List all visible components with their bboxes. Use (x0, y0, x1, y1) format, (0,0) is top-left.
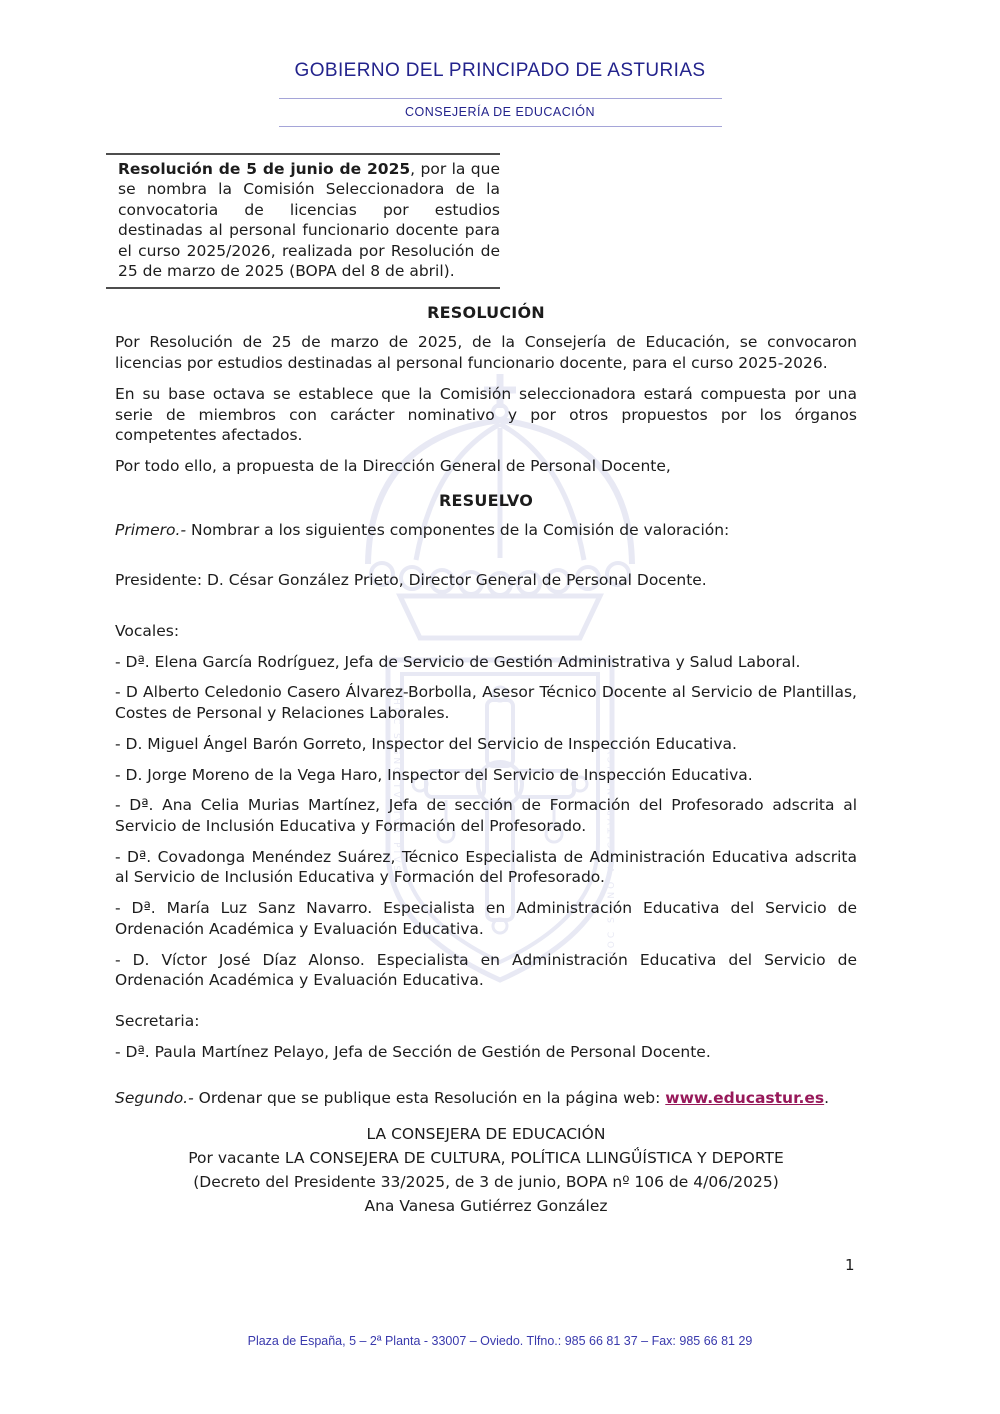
paragraph-propuesta: Por todo ello, a propuesta de la Dirección General de Personal Docente, (115, 456, 671, 475)
resuelvo-heading: RESUELVO (439, 490, 533, 510)
document-body (0, 303, 1000, 1218)
summary-box-text: , por la que se nombra la Comisión Seleccionadora de la convocatoria de licencias por estudios destinadas al personal funcionario docente para el curso 2025/2026, realizada por Resolución de 25 de marzo de 2025 (BOPA del 8 de abril). (118, 160, 500, 281)
footer-address-text: Plaza de España, 5 – 2ª Planta - 33007 – Oviedo. Tlfno.: 985 66 81 37 – Fax: 985 66 81 29 (247, 1334, 753, 1348)
watermark-motto-right: HOC SIGNO VINCITVR INIMICVS (607, 736, 617, 958)
page-number: 1 (845, 1256, 855, 1274)
vocal-item: - D. Jorge Moreno de la Vega Haro, Inspector del Servicio de Inspección Educativa. (115, 765, 753, 784)
header-department-label: CONSEJERÍA DE EDUCACIÓN (404, 105, 595, 119)
primero-text: Nombrar a los siguientes componentes de la Comisión de valoración: (186, 520, 730, 539)
signature-block (115, 1123, 857, 1218)
vocal-item: - Dª. María Luz Sanz Navarro. Especialista en Administración Educativa del Servicio de Ordenación Académica y Evaluación Educativa. (115, 899, 857, 938)
resolution-heading: RESOLUCIÓN (427, 303, 545, 323)
primero-label: Primero.- (115, 520, 187, 539)
summary-box-bold-title: Resolución de 5 de junio de 2025 (118, 160, 411, 178)
signature-title: LA CONSEJERA DE EDUCACIÓN (366, 1125, 606, 1144)
vocal-item: - Dª. Ana Celia Murias Martínez, Jefa de sección de Formación del Profesorado adscrita al Servicio de Inclusión Educativa y Formación del Profesorado. (115, 796, 857, 835)
header-department-title (279, 98, 722, 127)
secretaria-line: - Dª. Paula Martínez Pelayo, Jefa de Sección de Gestión de Personal Docente. (115, 1042, 711, 1061)
segundo-text: Ordenar que se publique esta Resolución en la página web: (193, 1089, 666, 1108)
vocal-item: - D Alberto Celedonio Casero Álvarez-Borbolla, Asesor Técnico Docente al Servicio de Plantillas, Costes de Personal y Relaciones Laborales. (115, 683, 857, 723)
header-government-title: GOBIERNO DEL PRINCIPADO DE ASTURIAS (294, 60, 706, 81)
signature-vacancy-line: Por vacante LA CONSEJERA DE CULTURA, POLÍTICA LLINGǗÍSTICA Y DEPORTE (188, 1149, 784, 1168)
secretaria-label: Secretaria: (115, 1011, 200, 1030)
vocal-item: - D. Víctor José Díaz Alonso. Especialista en Administración Educativa del Servicio de Ordenación Académica y Evaluación Educativa. (115, 950, 857, 990)
educastur-link[interactable]: www.educastur.es (665, 1089, 825, 1108)
vocales-list (115, 652, 857, 991)
summary-box (106, 153, 500, 289)
watermark-motto-left: HOC SIGNO TVETVR PIVS (391, 698, 401, 875)
vocal-item: - Dª. Elena García Rodríguez, Jefa de Servicio de Gestión Administrativa y Salud Laboral. (115, 652, 801, 671)
segundo-label: Segundo.- (115, 1089, 194, 1108)
segundo-after: . (824, 1089, 830, 1108)
vocal-item: - Dª. Covadonga Menéndez Suárez, Técnico Especialista de Administración Educativa adscrita al Servicio de Inclusión Educativa y Formación del Profesorado. (115, 847, 857, 887)
signature-decree-line: (Decreto del Presidente 33/2025, de 3 de junio, BOPA nº 106 de 4/06/2025) (193, 1173, 779, 1192)
paragraph-base-octava: En su base octava se establece que la Comisión seleccionadora estará compuesta por una serie de miembros con carácter nominativo y por otros propuestos por los órganos competentes afectados. (115, 384, 857, 445)
signature-name: Ana Vanesa Gutiérrez González (364, 1197, 608, 1216)
vocales-label: Vocales: (115, 622, 180, 641)
primero-paragraph (115, 520, 857, 541)
paragraph-convocatoria: Por Resolución de 25 de marzo de 2025, de la Consejería de Educación, se convocaron licencias por estudios destinadas al personal funcionario docente, para el curso 2025-2026. (115, 333, 857, 373)
presidente-line: Presidente: D. César González Prieto, Director General de Personal Docente. (115, 571, 707, 590)
segundo-paragraph (115, 1088, 857, 1109)
vocal-item: - D. Miguel Ángel Barón Gorreto, Inspector del Servicio de Inspección Educativa. (115, 734, 737, 753)
footer-address (0, 1334, 1000, 1348)
